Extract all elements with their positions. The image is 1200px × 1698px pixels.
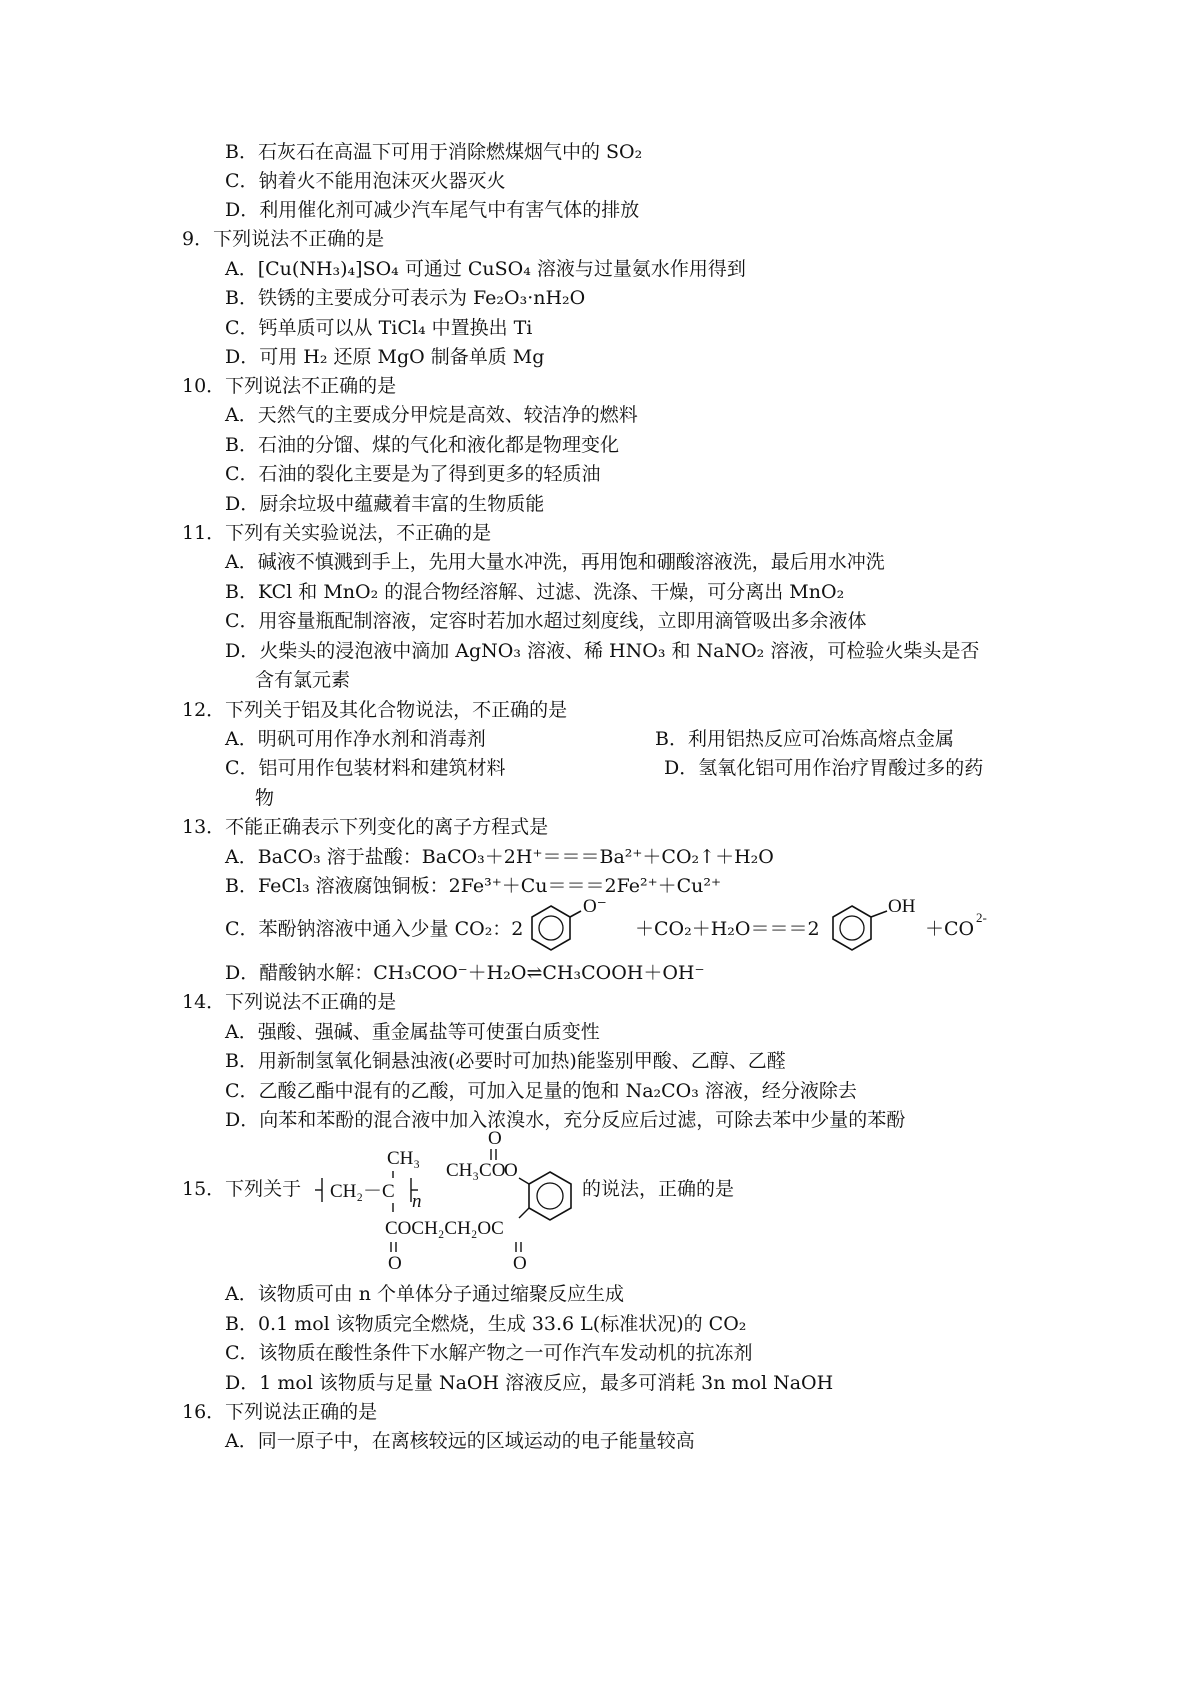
q12-option-b: B．利用铝热反应可冶炼高熔点金属 xyxy=(655,728,954,750)
q12-option-c: C．铝可用作包装材料和建筑材料 xyxy=(225,757,506,779)
q13-option-c-mid: ＋CO₂＋H₂O＝＝＝2 xyxy=(635,918,820,940)
q11-option-b: B．KCl 和 MnO₂ 的混合物经溶解、过滤、洗涤、干燥，可分离出 MnO₂ xyxy=(225,581,845,603)
q11-option-d-line2: 含有氯元素 xyxy=(255,669,351,691)
q12-option-d-line1: D．氢氧化铝可用作治疗胃酸过多的药 xyxy=(664,757,984,779)
q15-option-a: A．该物质可由 n 个单体分子通过缩聚反应生成 xyxy=(225,1283,625,1305)
q13-option-c-prefix: C．苯酚钠溶液中通入少量 CO₂：2 xyxy=(225,918,524,940)
q9-option-a: A．[Cu(NH₃)₄]SO₄ 可通过 CuSO₄ 溶液与过量氨水作用得到 xyxy=(225,258,746,280)
polymer-benzene-ring xyxy=(519,1172,571,1220)
q8-option-b: B．石灰石在高温下可用于消除燃煤烟气中的 SO₂ xyxy=(225,141,643,163)
q13-stem: 13．不能正确表示下列变化的离子方程式是 xyxy=(182,816,549,838)
q13-option-b: B．FeCl₃ 溶液腐蚀铜板：2Fe³⁺＋Cu＝＝＝2Fe²⁺＋Cu²⁺ xyxy=(225,875,722,897)
q13-option-c-suffix: ＋CO xyxy=(925,918,975,940)
q12-stem: 12．下列关于铝及其化合物说法，不正确的是 xyxy=(182,699,568,721)
q9-option-d: D．可用 H₂ 还原 MgO 制备单质 Mg xyxy=(225,346,545,368)
polymer-ester-top-o: O xyxy=(488,1128,502,1149)
q15-option-b: B．0.1 mol 该物质完全燃烧，生成 33.6 L(标准状况)的 CO₂ xyxy=(225,1313,747,1335)
polymer-ring-o: O xyxy=(504,1160,518,1181)
q11-option-d-line1: D．火柴头的浸泡液中滴加 AgNO₃ 溶液、稀 HNO₃ 和 NaNO₂ 溶液，可检验火柴头是否 xyxy=(225,640,980,662)
phenoxide-o-label: O⁻ xyxy=(583,896,607,917)
q9-option-b: B．铁锈的主要成分可表示为 Fe₂O₃·nH₂O xyxy=(225,287,586,309)
q8-option-d: D．利用催化剂可减少汽车尾气中有害气体的排放 xyxy=(225,199,640,221)
polymer-n: n xyxy=(412,1191,422,1212)
polymer-lower-o-left: O xyxy=(388,1253,402,1274)
q10-option-d: D．厨余垃圾中蕴藏着丰富的生物质能 xyxy=(225,493,545,515)
q15-option-d: D．1 mol 该物质与足量 NaOH 溶液反应，最多可消耗 3n mol NaOH xyxy=(225,1372,834,1394)
q14-option-c: C．乙酸乙酯中混有的乙酸，可加入足量的饱和 Na₂CO₃ 溶液，经分液除去 xyxy=(225,1080,857,1102)
q16-stem: 16．下列说法正确的是 xyxy=(182,1401,378,1423)
q10-stem: 10．下列说法不正确的是 xyxy=(182,375,397,397)
q14-option-d: D．向苯和苯酚的混合液中加入浓溴水，充分反应后过滤，可除去苯中少量的苯酚 xyxy=(225,1109,906,1131)
polymer-lower-chain: COCH₂CH₂OC xyxy=(385,1218,504,1239)
phenol-oh-label: OH xyxy=(888,896,916,917)
polymer-ch3: CH₃ xyxy=(387,1148,421,1169)
q15-option-c: C．该物质在酸性条件下水解产物之一可作汽车发动机的抗冻剂 xyxy=(225,1342,753,1364)
q9-stem: 9．下列说法不正确的是 xyxy=(182,228,385,250)
carbonate-charge: 2- xyxy=(976,910,987,925)
q11-stem: 11．下列有关实验说法，不正确的是 xyxy=(182,522,492,544)
q12-option-d-line2: 物 xyxy=(255,787,275,809)
q14-option-a: A．强酸、强碱、重金属盐等可使蛋白质变性 xyxy=(225,1021,600,1043)
q8-option-c: C．钠着火不能用泡沫灭火器灭火 xyxy=(225,170,506,192)
q11-option-a: A．碱液不慎溅到手上，先用大量水冲洗，再用饱和硼酸溶液洗，最后用水冲洗 xyxy=(225,551,885,573)
q15-stem-prefix: 15．下列关于 xyxy=(182,1178,302,1200)
q15-stem-suffix: 的说法，正确的是 xyxy=(582,1178,735,1200)
polymer-lower-o-right: O xyxy=(513,1253,527,1274)
q14-stem: 14．下列说法不正确的是 xyxy=(182,991,397,1013)
q9-option-c: C．钙单质可以从 TiCl₄ 中置换出 Ti xyxy=(225,317,533,339)
q16-option-a: A．同一原子中，在离核较远的区域运动的电子能量较高 xyxy=(225,1430,695,1452)
q11-option-c: C．用容量瓶配制溶液，定容时若加水超过刻度线，立即用滴管吸出多余液体 xyxy=(225,610,867,632)
q12-option-a: A．明矾可用作净水剂和消毒剂 xyxy=(225,728,486,750)
polymer-ester-top: CH₃CO xyxy=(446,1160,506,1181)
q10-option-b: B．石油的分馏、煤的气化和液化都是物理变化 xyxy=(225,434,619,456)
polymer-chain: CH₂－C xyxy=(330,1181,395,1202)
q13-option-a: A．BaCO₃ 溶于盐酸：BaCO₃＋2H⁺＝＝＝Ba²⁺＋CO₂↑＋H₂O xyxy=(225,846,774,868)
q10-option-a: A．天然气的主要成分甲烷是高效、较洁净的燃料 xyxy=(225,404,638,426)
q10-option-c: C．石油的裂化主要是为了得到更多的轻质油 xyxy=(225,463,601,485)
q13-option-d: D．醋酸钠水解：CH₃COO⁻＋H₂O⇌CH₃COOH＋OH⁻ xyxy=(225,962,705,984)
q14-option-b: B．用新制氢氧化铜悬浊液(必要时可加热)能鉴别甲酸、乙醇、乙醛 xyxy=(225,1050,786,1072)
